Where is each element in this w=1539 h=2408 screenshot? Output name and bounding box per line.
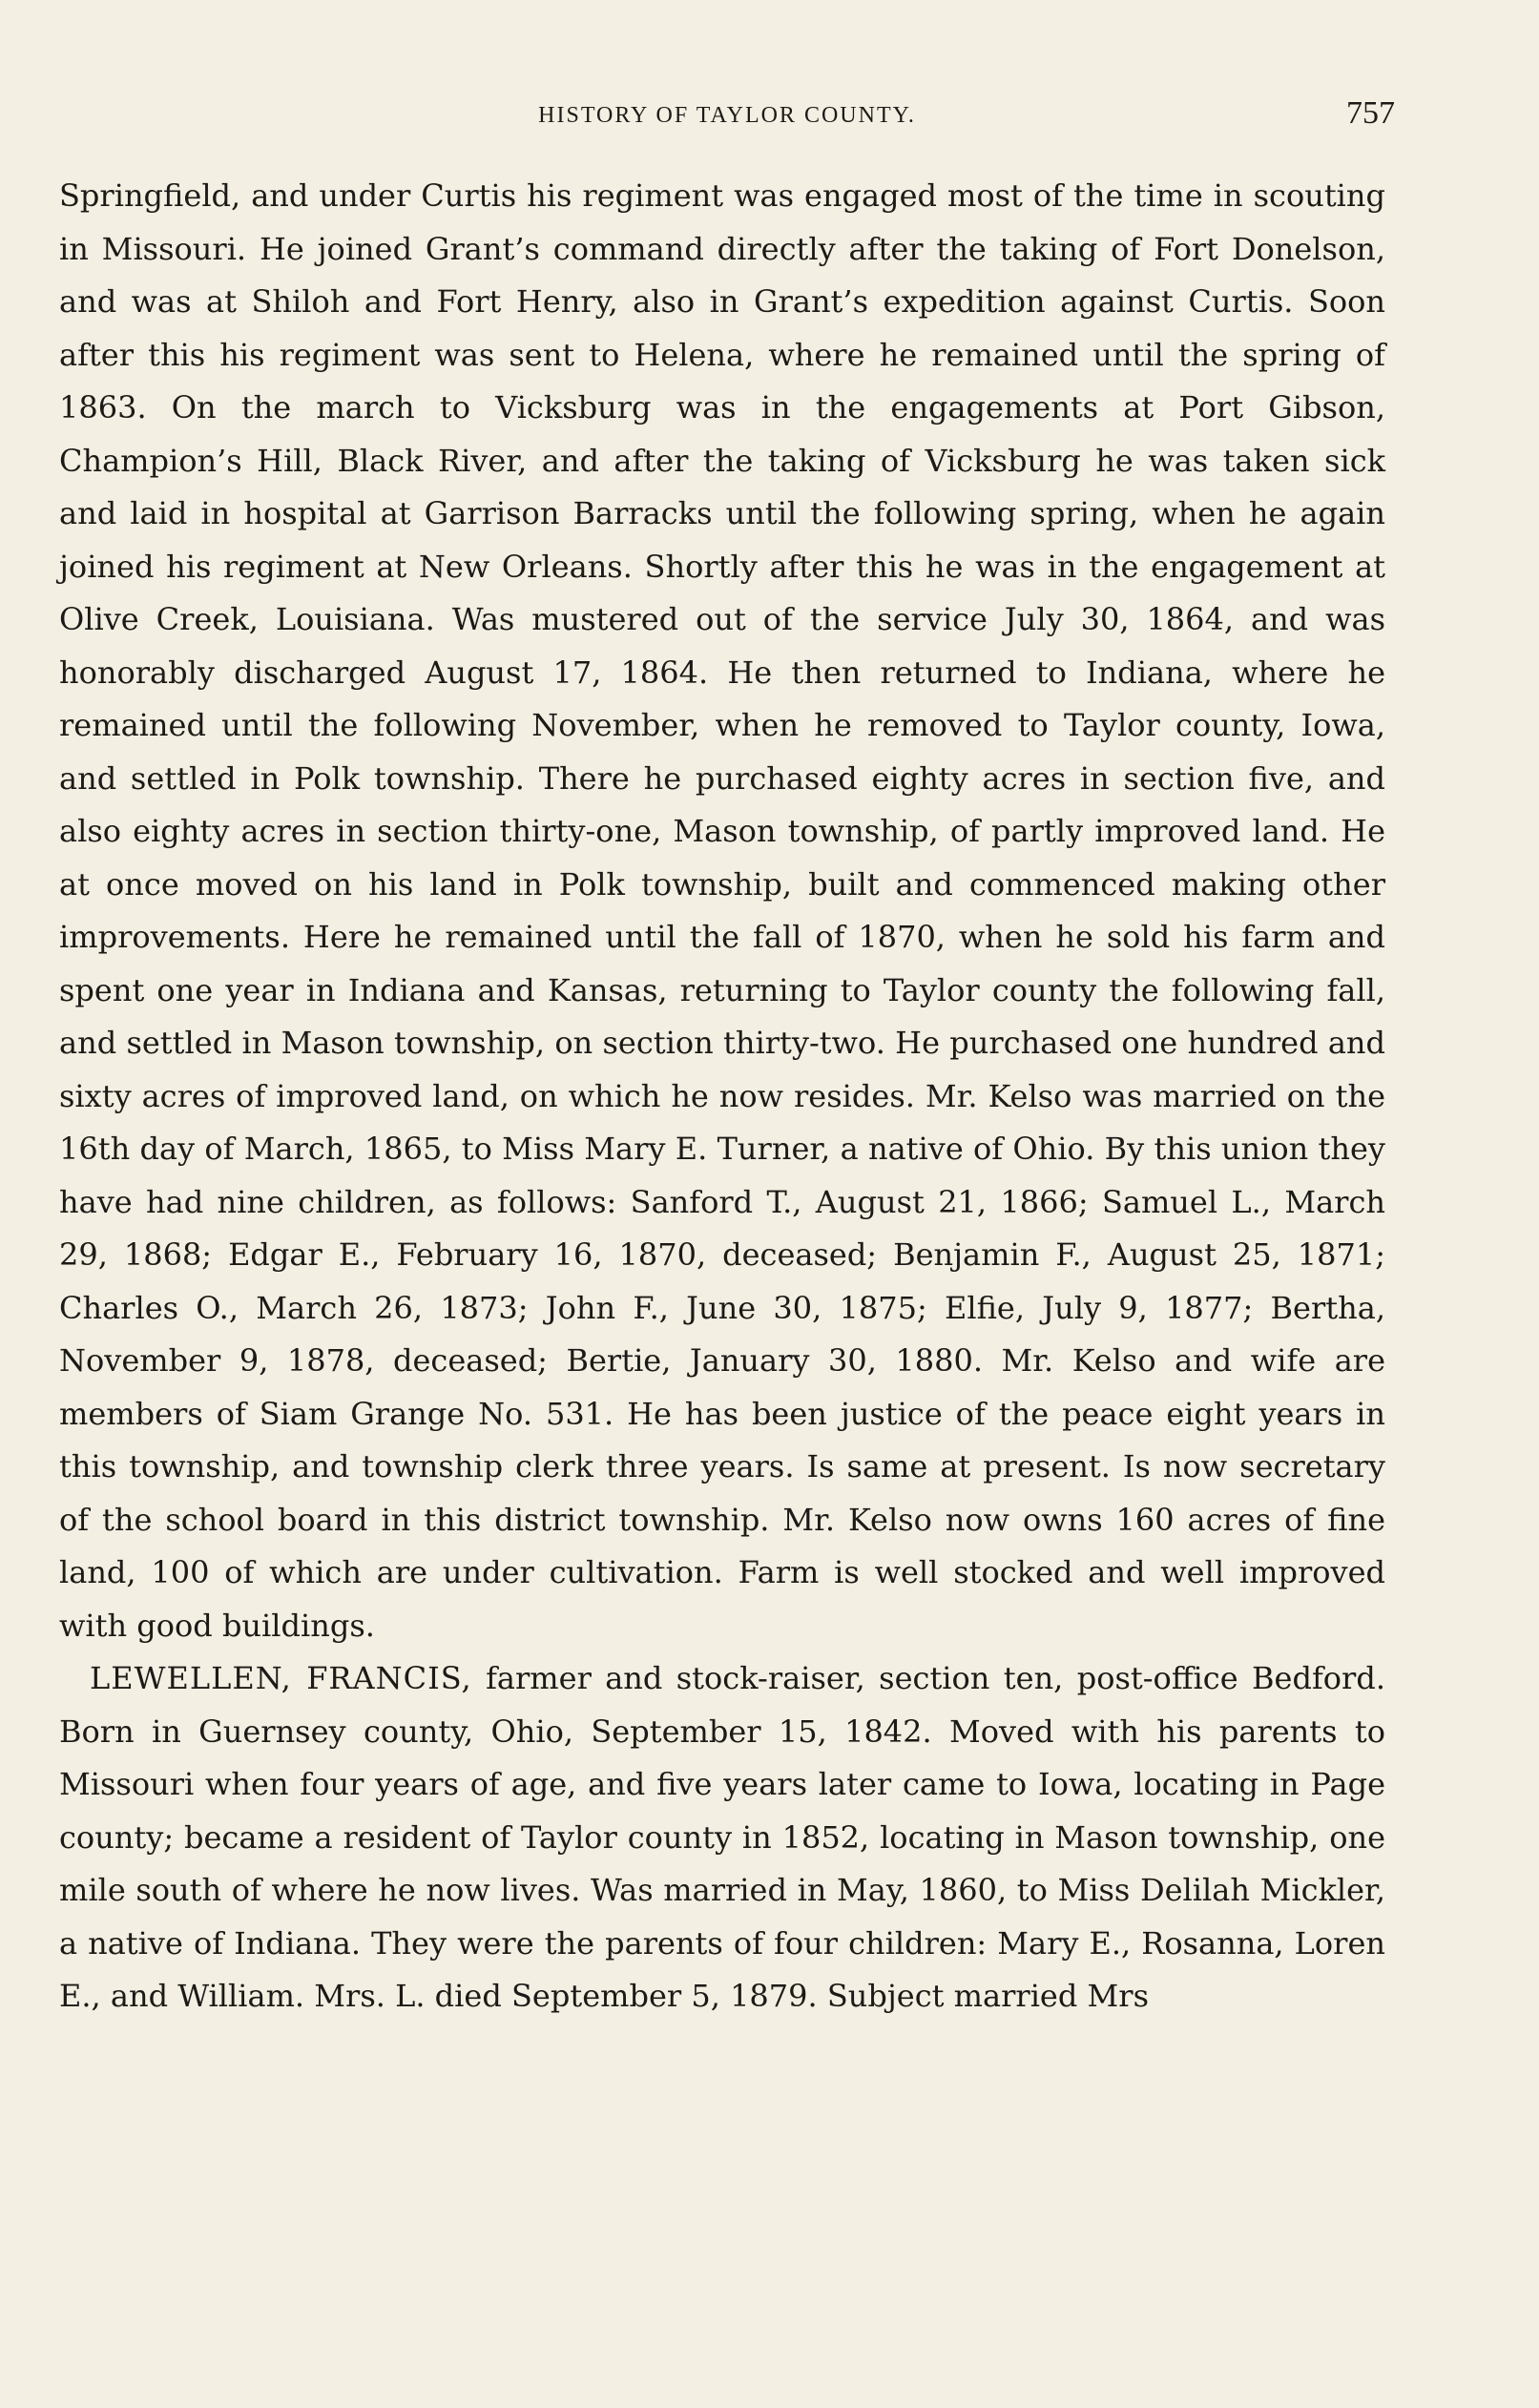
running-title: HISTORY OF TAYLOR COUNTY. [538, 103, 916, 128]
paragraph-kelso-continued [59, 170, 1385, 1652]
body-text [59, 170, 1385, 2024]
page-number: 757 [1346, 95, 1395, 131]
entry-name: LEWELLEN, FRANCIS, [90, 1660, 472, 1696]
paragraph-lewellen [59, 1652, 1385, 2024]
paragraph-text: farmer and stock-raiser, section ten, post-office Bedford. Born in Guernsey county, Ohio, September 15, 1842. Moved with his parents to Missouri when four years of age, and five years later came to Iowa, locating in Page county; became a resident of Taylor county in 1852, locating in Mason township, one mile south of where he now lives. Was married in May, 1860, to Miss Delilah Mickler, a native of Indiana. They were the parents of four children: Mary E., Rosanna, Loren E., and William. Mrs. L. died September 5, 1879. Subject married Mrs [59, 1660, 1386, 2014]
page-header [59, 95, 1395, 143]
paragraph-text: Springfield, and under Curtis his regiment was engaged most of the time in scouting in Missouri. He joined Grant’s command directly after the taking of Fort Donelson, and was at Shiloh and Fort Henry, also in Grant’s expedition against Curtis. Soon after this his regiment was sent to Helena, where he remained until the spring of 1863. On the march to Vicksburg was in the engagements at Port Gibson, Champion’s Hill, Black River, and after the taking of Vicksburg he was taken sick and laid in hospital at Garrison Barracks until the following spring, when he again joined his regiment at New Orleans. Shortly after this he was in the engagement at Olive Creek, Louisiana. Was mustered out of the service July 30, 1864, and was honorably discharged August 17, 1864. He then returned to Indiana, where he remained until the following November, when he removed to Taylor county, Iowa, and settled in Polk township. There he purchased eighty acres in section five, and also eighty acres in section thirty-one, Mason township, of partly improved land. He at once moved on his land in Polk township, built and commenced making other improvements. Here he remained until the fall of 1870, when he sold his farm and spent one year in Indiana and Kansas, returning to Taylor county the following fall, and settled in Mason township, on section thirty-two. He purchased one hundred and sixty acres of improved land, on which he now resides. Mr. Kelso was married on the 16th day of March, 1865, to Miss Mary E. Turner, a native of Ohio. By this union they have had nine children, as follows: Sanford T., August 21, 1866; Samuel L., March 29, 1868; Edgar E., February 16, 1870, deceased; Benjamin F., August 25, 1871; Charles O., March 26, 1873; John F., June 30, 1875; Elfie, July 9, 1877; Bertha, November 9, 1878, deceased; Bertie, January 30, 1880. Mr. Kelso and wife are members of Siam Grange No. 531. He has been justice of the peace eight years in this township, and township clerk three years. Is same at present. Is now secretary of the school board in this district township. Mr. Kelso now owns 160 acres of fine land, 100 of which are under cultivation. Farm is well stocked and well improved with good buildings. [59, 177, 1385, 1644]
